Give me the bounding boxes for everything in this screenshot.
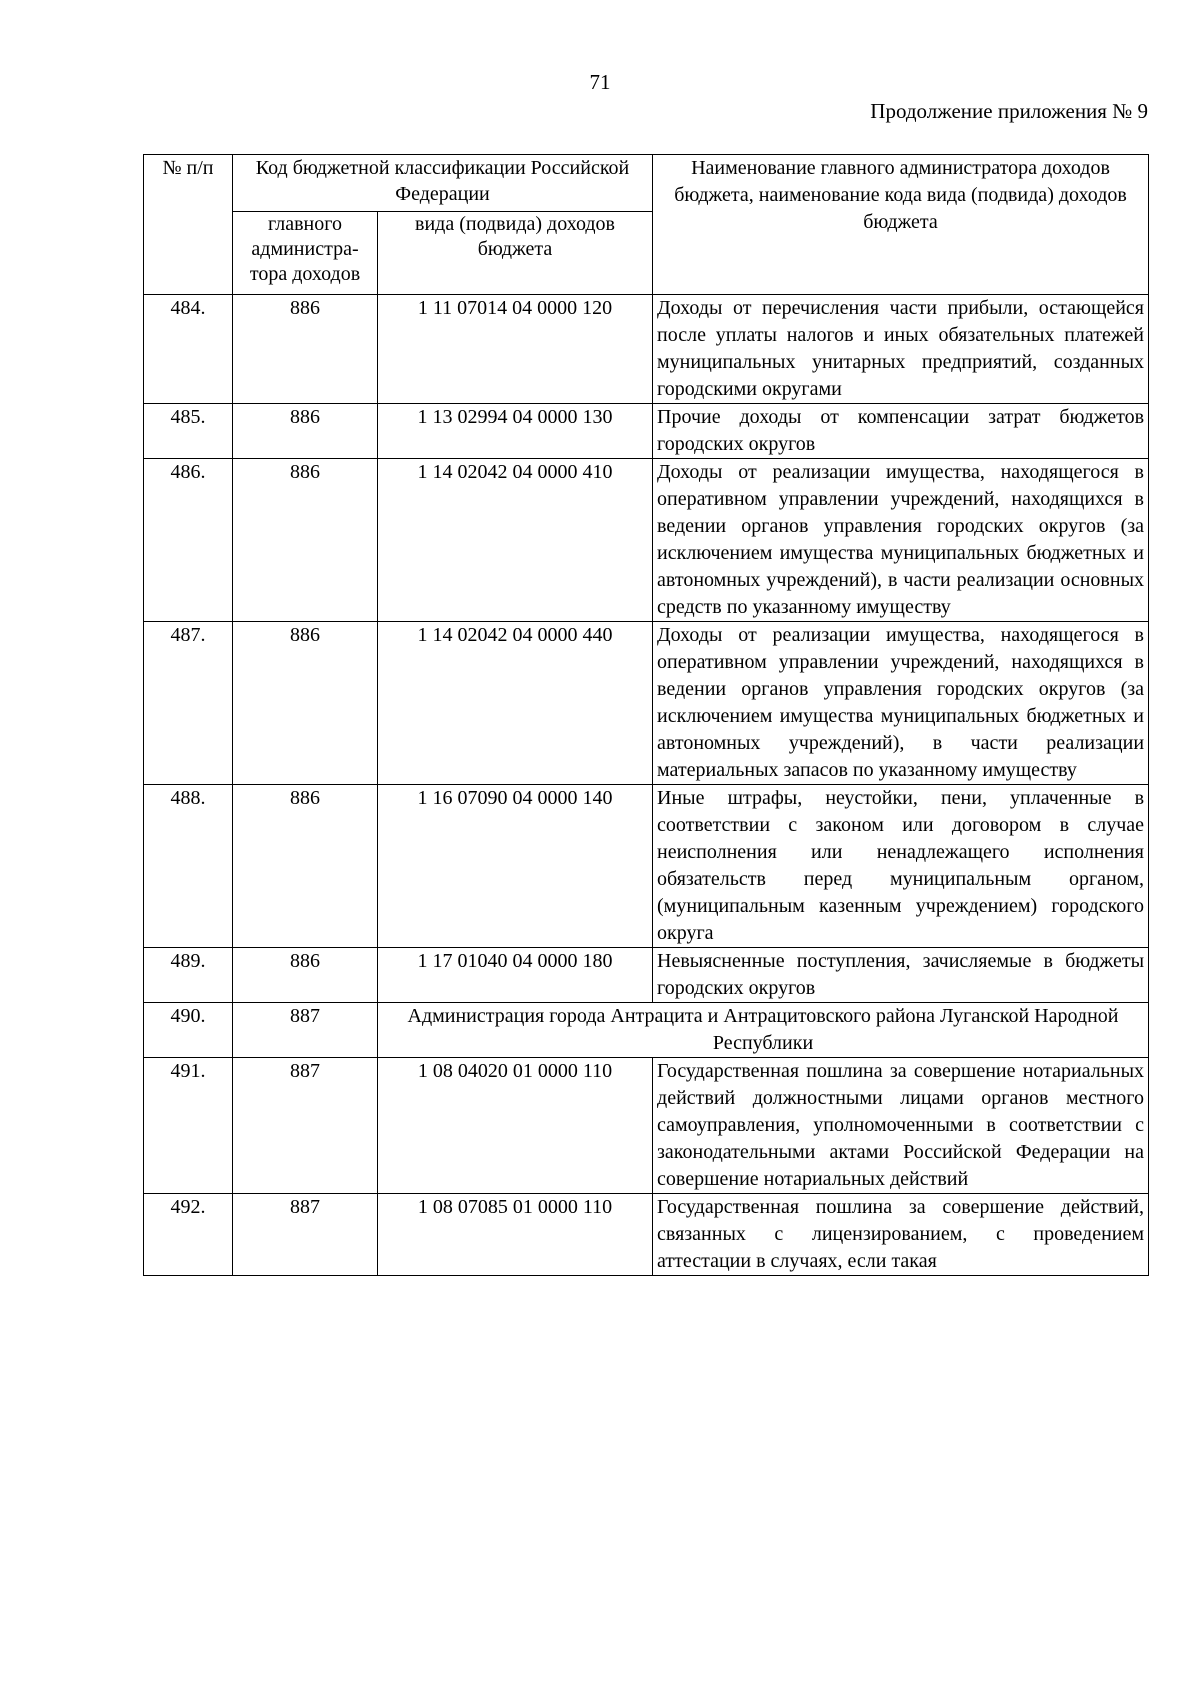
row-num: 490. xyxy=(144,1003,233,1058)
row-admin-code: 886 xyxy=(233,404,378,459)
row-num: 486. xyxy=(144,459,233,622)
row-num: 489. xyxy=(144,948,233,1003)
row-admin-code: 887 xyxy=(233,1003,378,1058)
row-income-code: 1 14 02042 04 0000 440 xyxy=(378,622,653,785)
table-row xyxy=(144,948,1149,1003)
row-admin-code: 887 xyxy=(233,1194,378,1276)
row-name: Доходы от реализации имущества, находящегося в оперативном управлении учреждений, находящихся в ведении органов управления городских округов (за исключением имущества муниципальных бюджетных и автономных учреждений), в части реализации основных средств по указанному имуществу xyxy=(653,459,1149,622)
header-code-group: Код бюджетной классификации Российской Федерации xyxy=(233,155,653,212)
table-row xyxy=(144,1194,1149,1276)
row-num: 492. xyxy=(144,1194,233,1276)
row-income-code: 1 11 07014 04 0000 120 xyxy=(378,295,653,404)
row-admin-code: 886 xyxy=(233,785,378,948)
table-row xyxy=(144,459,1149,622)
row-admin-code: 886 xyxy=(233,459,378,622)
row-admin-code: 886 xyxy=(233,622,378,785)
row-income-code: 1 16 07090 04 0000 140 xyxy=(378,785,653,948)
row-income-code: 1 13 02994 04 0000 130 xyxy=(378,404,653,459)
row-name: Доходы от перечисления части прибыли, остающейся после уплаты налогов и иных обязательных платежей муниципальных унитарных предприятий, созданных городскими округами xyxy=(653,295,1149,404)
header-num: № п/п xyxy=(144,155,233,295)
row-num: 488. xyxy=(144,785,233,948)
header-admin: главного администра-тора доходов xyxy=(233,212,378,295)
appendix-continuation: Продолжение приложения № 9 xyxy=(870,99,1148,123)
row-num: 491. xyxy=(144,1058,233,1194)
page-number: 71 xyxy=(589,70,611,94)
row-admin-code: 887 xyxy=(233,1058,378,1194)
table-row xyxy=(144,404,1149,459)
table-header xyxy=(144,155,1149,295)
table-row xyxy=(144,1058,1149,1194)
table-row xyxy=(144,295,1149,404)
header-kind: вида (подвида) доходов бюджета xyxy=(378,212,653,295)
row-name: Государственная пошлина за совершение нотариальных действий должностными лицами органов местного самоуправления, уполномоченными в соответствии с законодательными актами Российской Федерации на совершение нотариальных действий xyxy=(653,1058,1149,1194)
row-income-code: 1 14 02042 04 0000 410 xyxy=(378,459,653,622)
row-num: 484. xyxy=(144,295,233,404)
row-name: Доходы от реализации имущества, находящегося в оперативном управлении учреждений, находящихся в ведении органов управления городских округов (за исключением имущества муниципальных бюджетных и автономных учреждений), в части реализации материальных запасов по указанному имуществу xyxy=(653,622,1149,785)
table-row-administrator xyxy=(144,1003,1149,1058)
row-income-code: 1 17 01040 04 0000 180 xyxy=(378,948,653,1003)
table-row xyxy=(144,622,1149,785)
row-income-code: 1 08 04020 01 0000 110 xyxy=(378,1058,653,1194)
row-num: 485. xyxy=(144,404,233,459)
table-row xyxy=(144,785,1149,948)
row-admin-code: 886 xyxy=(233,948,378,1003)
row-income-code: 1 08 07085 01 0000 110 xyxy=(378,1194,653,1276)
row-name: Прочие доходы от компенсации затрат бюджетов городских округов xyxy=(653,404,1149,459)
header-name: Наименование главного администратора доходов бюджета, наименование кода вида (подвида) доходов бюджета xyxy=(653,155,1149,295)
row-name: Государственная пошлина за совершение действий, связанных с лицензированием, с проведением аттестации в случаях, если такая xyxy=(653,1194,1149,1276)
budget-classification-table xyxy=(143,154,1149,1276)
administrator-name: Администрация города Антрацита и Антрацитовского района Луганской Народной Республики xyxy=(378,1003,1149,1058)
row-admin-code: 886 xyxy=(233,295,378,404)
row-name: Иные штрафы, неустойки, пени, уплаченные в соответствии с законом или договором в случае неисполнения или ненадлежащего исполнения обязательств перед муниципальным органом, (муниципальным казенным учреждением) городского округа xyxy=(653,785,1149,948)
row-num: 487. xyxy=(144,622,233,785)
row-name: Невыясненные поступления, зачисляемые в бюджеты городских округов xyxy=(653,948,1149,1003)
